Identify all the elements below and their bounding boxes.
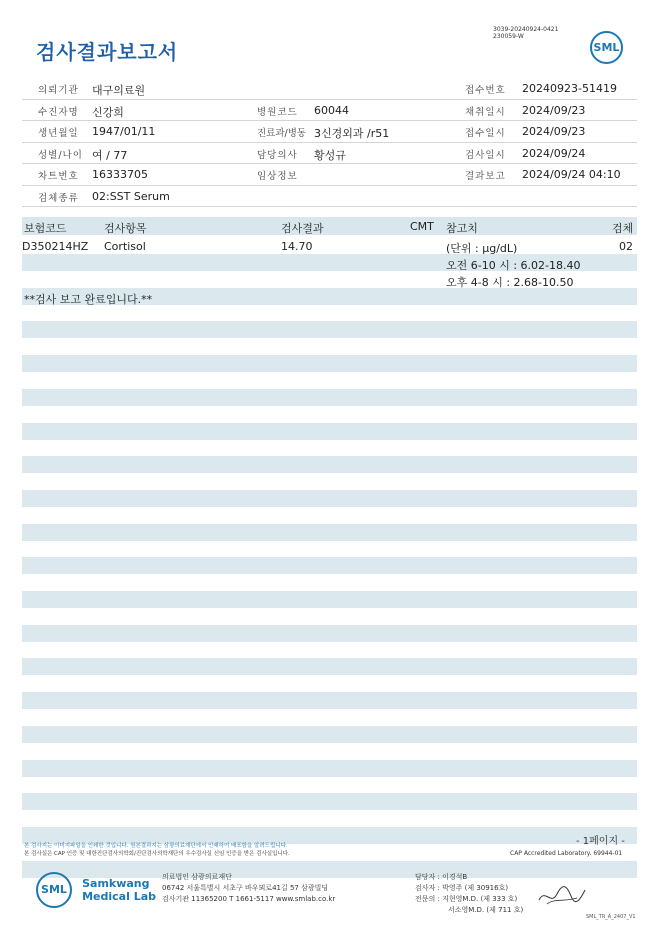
table-stripe	[22, 692, 637, 709]
contact: 검사기관 11365200 T 1661-5117 www.smlab.co.kr	[162, 895, 336, 903]
report-date-value: 2024/09/24 04:10	[522, 168, 621, 181]
table-row	[22, 271, 637, 288]
chart-no-label: 차트번호	[38, 171, 79, 182]
hospital-code-value: 60044	[314, 103, 349, 117]
receipt-no-label: 접수번호	[465, 85, 506, 96]
table-row	[22, 254, 637, 271]
patient-value: 신강희	[92, 105, 124, 119]
result-specimen: 02	[619, 240, 633, 253]
table-stripe	[22, 793, 637, 810]
chart-no-value: 16333705	[92, 168, 148, 181]
table-stripe	[22, 625, 637, 642]
info-row	[22, 100, 637, 122]
brand-name	[82, 877, 156, 903]
collect-date-label: 채취일시	[465, 106, 506, 118]
brand-line-1: Samkwang	[82, 877, 150, 890]
table-stripe	[22, 389, 637, 406]
table-stripe	[22, 524, 637, 541]
report-title: 검사결과보고서	[36, 40, 179, 64]
info-row	[22, 186, 637, 208]
lab-address	[162, 872, 335, 905]
document-id	[493, 26, 558, 40]
doctor-label: 담당의사	[257, 149, 298, 161]
patient-info	[22, 78, 637, 207]
result-unit: (단위 : μg/dL)	[446, 242, 518, 255]
address: 06742 서울특별시 서초구 바우뫼로41길 57 삼광빌딩	[162, 884, 329, 892]
result-item: Cortisol	[104, 240, 146, 253]
receipt-date-value: 2024/09/23	[522, 125, 586, 138]
reference-pm: 오후 4-8 시 : 2.68-10.50	[446, 276, 574, 289]
footnote-certification: 본 검사실은 CAP 인증 및 대한진단검사의학회/진단검사의학재단의 우수검사실 신임 인증을 받은 검사실입니다.	[24, 851, 290, 857]
sml-logo-icon: SML	[590, 31, 623, 64]
form-version: SML_TR_A_2407_V1	[586, 914, 636, 920]
specimen-type-value: 02:SST Serum	[92, 189, 170, 203]
dept-value: 3신경외과 /r51	[314, 127, 390, 140]
col-insurance-code: 보험코드	[24, 222, 67, 235]
table-stripe	[22, 490, 637, 507]
table-stripe	[22, 658, 637, 675]
dob-value: 1947/01/11	[92, 125, 156, 138]
result-value: 14.70	[281, 240, 313, 253]
table-stripe	[22, 591, 637, 608]
receipt-date-label: 접수일시	[465, 128, 506, 139]
dob-label: 생년월일	[38, 128, 79, 139]
staff-specialist-2: 서소영M.D. (제 711 호)	[448, 906, 524, 914]
col-specimen: 검체	[612, 222, 634, 235]
dept-label: 진료과/병동	[257, 128, 307, 139]
sex-age-label: 성별/나이	[38, 149, 83, 161]
col-cmt: CMT	[410, 220, 434, 233]
table-stripe	[22, 760, 637, 777]
table-stripe	[22, 726, 637, 743]
staff-specialist-1: 전문의 : 지현영M.D. (제 333 호)	[415, 895, 518, 903]
info-row	[22, 143, 637, 165]
document-id-line-1: 3039-20240924-0421	[493, 26, 559, 33]
reference-am: 오전 6-10 시 : 6.02-18.40	[446, 259, 581, 272]
info-row	[22, 164, 637, 186]
test-date-value: 2024/09/24	[522, 146, 586, 160]
institution-value: 대구의료원	[92, 84, 146, 97]
page-number: - 1페이지 -	[576, 836, 625, 847]
table-stripe	[22, 321, 637, 338]
col-test-item: 검사항목	[104, 222, 147, 235]
doctor-value: 황성규	[314, 148, 346, 162]
col-test-result: 검사결과	[281, 222, 324, 235]
signature-image	[537, 880, 587, 908]
table-stripe	[22, 355, 637, 372]
report-complete-note: **검사 보고 완료입니다.**	[24, 293, 153, 306]
org-name: 의료법인 삼광의료재단	[162, 873, 232, 881]
specimen-type-label: 검체종류	[38, 192, 79, 204]
sex-age-value: 여 / 77	[92, 148, 128, 162]
sml-logo-icon: SML	[36, 872, 72, 908]
collect-date-value: 2024/09/23	[522, 103, 586, 117]
document-id-line-2: 230059-W	[493, 33, 524, 40]
info-row	[22, 121, 637, 143]
staff-list	[415, 872, 523, 916]
report-date-label: 결과보고	[465, 171, 506, 182]
table-row	[22, 237, 637, 254]
footnote-print-notice: 본 검사지는 이미지파일을 인쇄한 것입니다. 원본결과지는 삼광의료재단에서 인쇄하여 배포함을 알려드립니다.	[24, 843, 288, 849]
footnote	[24, 842, 290, 858]
patient-label: 수진자명	[38, 106, 79, 118]
brand-line-2: Medical Lab	[82, 890, 156, 903]
staff-tester: 검사자 : 박영주 (제 30916호)	[415, 884, 509, 892]
col-reference: 참고치	[446, 222, 478, 235]
info-row	[22, 78, 637, 100]
table-stripe	[22, 423, 637, 440]
hospital-code-label: 병원코드	[257, 106, 298, 118]
table-stripe	[22, 557, 637, 574]
staff-manager: 담당자 : 이경석B	[415, 873, 468, 881]
samkwang-logo	[36, 872, 156, 908]
receipt-no-value: 20240923-51419	[522, 82, 617, 95]
table-row	[22, 288, 637, 305]
result-code: D350214HZ	[22, 240, 89, 253]
institution-label: 의뢰기관	[38, 85, 79, 96]
results-header	[22, 217, 637, 235]
cap-accreditation: CAP Accredited Laboratory. 69944-01	[510, 850, 623, 857]
test-date-label: 검사일시	[465, 149, 506, 161]
clinical-info-label: 임상정보	[257, 171, 298, 182]
table-stripe	[22, 456, 637, 473]
